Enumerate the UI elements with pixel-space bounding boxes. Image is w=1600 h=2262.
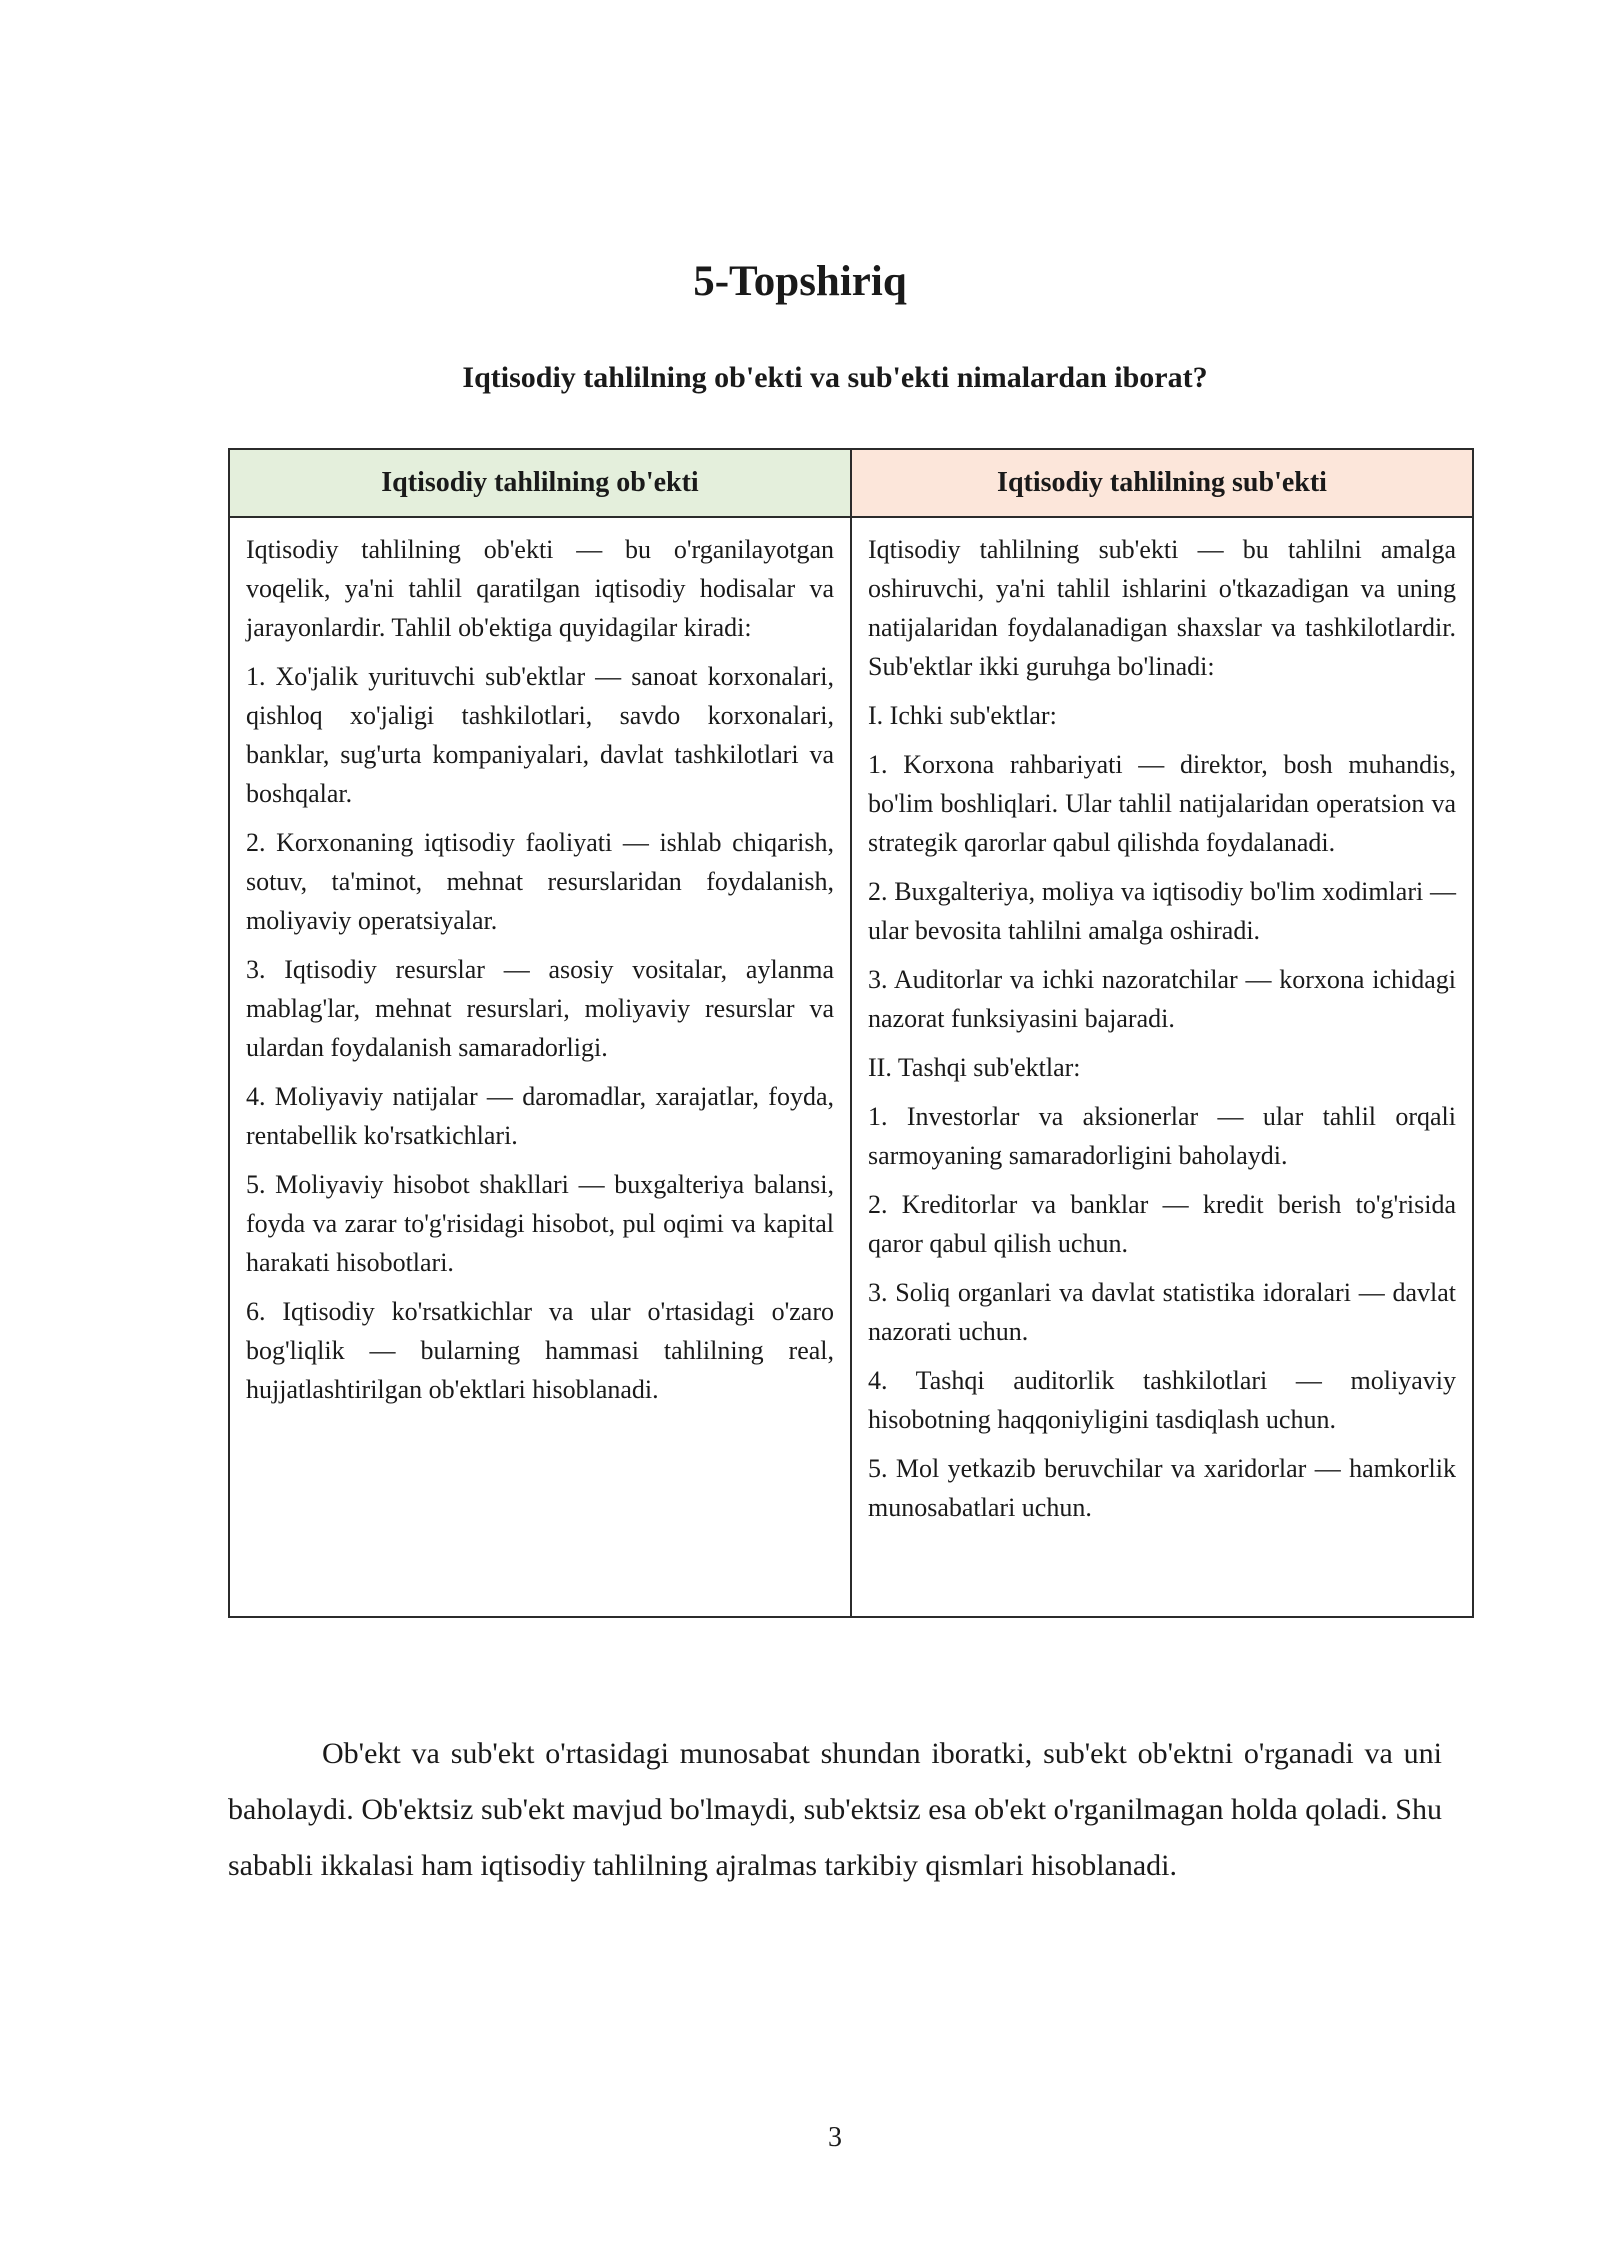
subject-paragraph: I. Ichki sub'ektlar: (868, 701, 1057, 730)
question-heading: Iqtisodiy tahlilning ob'ekti va sub'ekti nimalardan iborat? (462, 361, 1208, 394)
subject-column-header: Iqtisodiy tahlilning sub'ekti (851, 449, 1473, 517)
subject-paragraph: 2. Kreditorlar va banklar — kredit berish to'g'risida qaror qabul qilish uchun. (868, 1190, 1456, 1258)
subject-paragraph: Iqtisodiy tahlilning sub'ekti — bu tahlilni amalga oshiruvchi, ya'ni tahlil ishlarini o'tkazadigan va uning natijalaridan foydalanadigan shaxslar va tashkilotlardir. Sub'ektlar ikki guruhga bo'linadi: (868, 535, 1456, 681)
subject-paragraph: II. Tashqi sub'ektlar: (868, 1053, 1081, 1082)
table-body-row (229, 517, 1473, 1617)
subject-paragraph: 1. Investorlar va aksionerlar — ular tahlil orqali sarmoyaning samaradorligini baholaydi. (868, 1102, 1456, 1170)
subject-paragraph: 3. Soliq organlari va davlat statistika idoralari — davlat nazorati uchun. (868, 1278, 1456, 1346)
object-paragraph: 1. Xo'jalik yurituvchi sub'ektlar — sanoat korxonalari, qishloq xo'jaligi tashkilotlari, savdo korxonalari, banklar, sug'urta kompaniyalari, davlat tashkilotlari va boshqalar. (246, 662, 834, 808)
object-paragraph: 5. Moliyaviy hisobot shakllari — buxgalteriya balansi, foyda va zarar to'g'risidagi hisobot, pul oqimi va kapital harakati hisobotlari. (246, 1170, 834, 1277)
table-header-row (229, 449, 1473, 517)
object-cell (229, 517, 851, 1617)
object-paragraph: 3. Iqtisodiy resurslar — asosiy vositalar, aylanma mablag'lar, mehnat resurslari, moliyaviy resurslar va ulardan foydalanish samaradorligi. (246, 955, 834, 1062)
subject-cell (851, 517, 1473, 1617)
object-paragraph: 6. Iqtisodiy ko'rsatkichlar va ular o'rtasidagi o'zaro bog'liqlik — bularning hammasi tahlilning real, hujjatlashtirilgan ob'ektlari hisoblanadi. (246, 1297, 834, 1404)
object-paragraph: 2. Korxonaning iqtisodiy faoliyati — ishlab chiqarish, sotuv, ta'minot, mehnat resurslaridan foydalanish, moliyaviy operatsiyalar. (246, 828, 834, 935)
subject-paragraph: 5. Mol yetkazib beruvchilar va xaridorlar — hamkorlik munosabatlari uchun. (868, 1454, 1456, 1522)
subject-paragraph: 3. Auditorlar va ichki nazoratchilar — korxona ichidagi nazorat funksiyasini bajaradi. (868, 965, 1456, 1033)
page-title: 5-Topshiriq (693, 258, 907, 305)
object-paragraph: 4. Moliyaviy natijalar — daromadlar, xarajatlar, foyda, rentabellik ko'rsatkichlari. (246, 1082, 834, 1150)
comparison-table (228, 448, 1474, 1618)
conclusion-paragraph: Ob'ekt va sub'ekt o'rtasidagi munosabat shundan iboratki, sub'ekt ob'ektni o'rganadi va uni baholaydi. Ob'ektsiz sub'ekt mavjud bo'lmaydi, sub'ektsiz esa ob'ekt o'rganilmagan holda qoladi. Shu sababli ikkalasi ham iqtisodiy tahlilning ajralmas tarkibiy qismlari hisoblanadi. (228, 1737, 1442, 1882)
object-column-header: Iqtisodiy tahlilning ob'ekti (229, 449, 851, 517)
subject-paragraph: 1. Korxona rahbariyati — direktor, bosh muhandis, bo'lim boshliqlari. Ular tahlil natijalaridan operatsion va strategik qarorlar qabul qilishda foydalanadi. (868, 750, 1456, 857)
object-paragraph: Iqtisodiy tahlilning ob'ekti — bu o'rganilayotgan voqelik, ya'ni tahlil qaratilgan iqtisodiy hodisalar va jarayonlardir. Tahlil ob'ektiga quyidagilar kiradi: (246, 535, 834, 642)
subject-paragraph: 4. Tashqi auditorlik tashkilotlari — moliyaviy hisobotning haqqoniyligini tasdiqlash uchun. (868, 1366, 1456, 1434)
page-number: 3 (828, 2122, 842, 2153)
subject-paragraph: 2. Buxgalteriya, moliya va iqtisodiy bo'lim xodimlari — ular bevosita tahlilni amalga oshiradi. (868, 877, 1456, 945)
